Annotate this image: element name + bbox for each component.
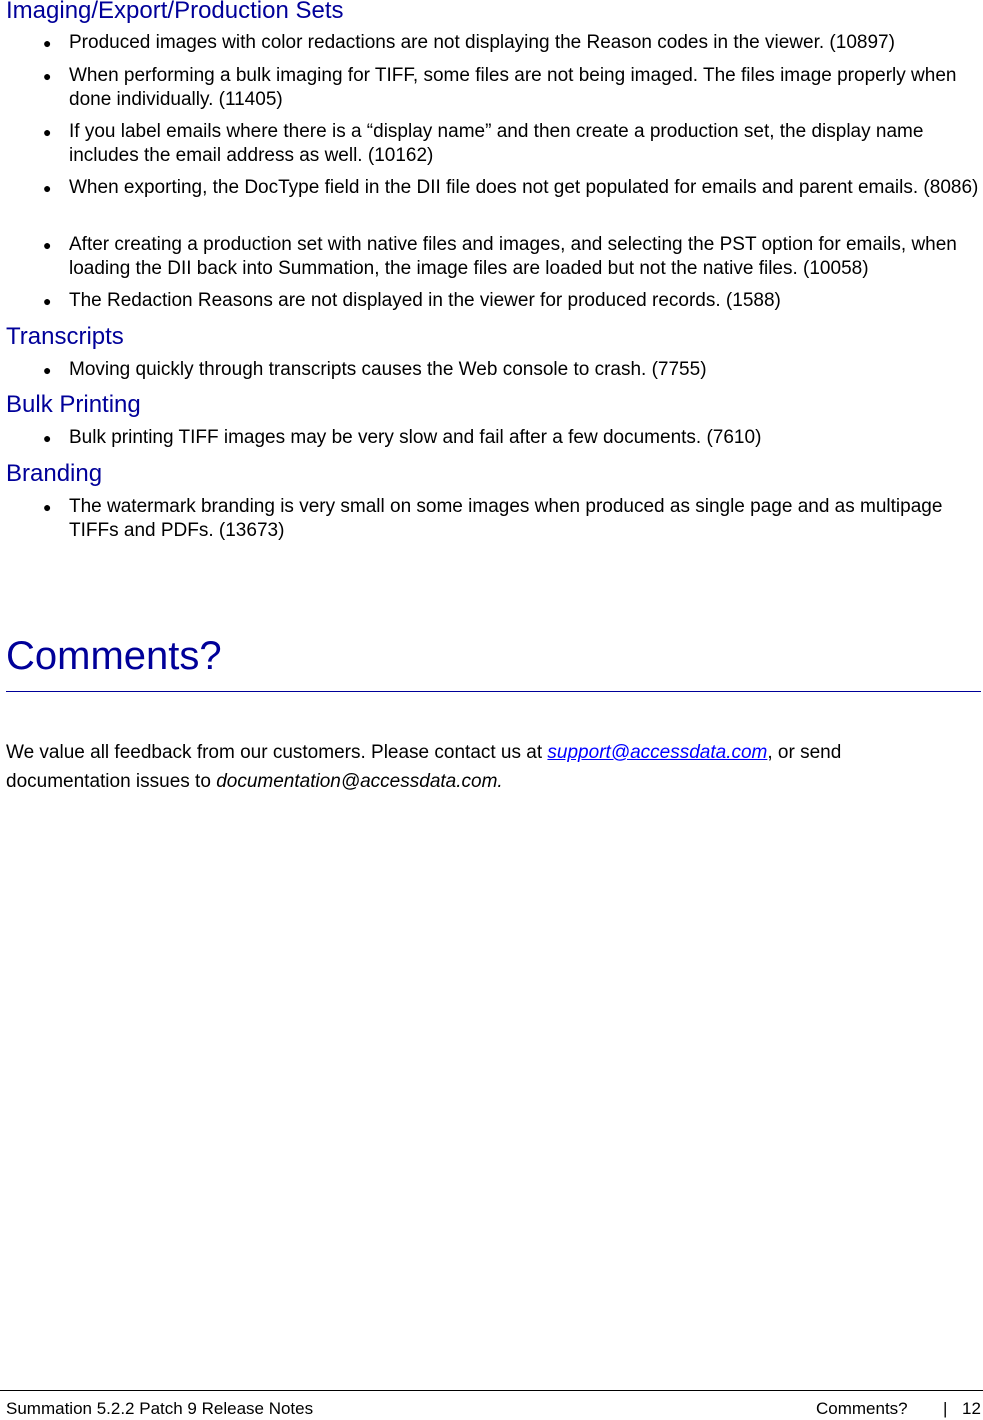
comments-heading: Comments?	[6, 634, 222, 678]
item-text: Moving quickly through transcripts causes the Web console to crash. (7755)	[69, 359, 707, 380]
footer-section: Comments?	[816, 1399, 908, 1418]
bullet-icon: ●	[43, 293, 52, 309]
documentation-email: documentation@accessdata.com.	[216, 771, 503, 792]
bullet-icon: ●	[43, 499, 52, 515]
bullet-icon: ●	[43, 180, 52, 196]
section-heading-bulk-printing: Bulk Printing	[6, 391, 141, 418]
bullet-icon: ●	[43, 35, 52, 51]
bullet-icon: ●	[43, 68, 52, 84]
heading-rule	[6, 691, 981, 692]
page-number: 12	[962, 1399, 981, 1418]
list-item	[43, 358, 979, 382]
item-text: Bulk printing TIFF images may be very slow and fail after a few documents. (7610)	[69, 427, 762, 448]
bullet-icon: ●	[43, 430, 52, 446]
comments-paragraph	[6, 738, 966, 796]
list-item	[43, 426, 979, 450]
text: , or send documentation issues to	[6, 742, 842, 792]
section-heading-imaging: Imaging/Export/Production Sets	[6, 0, 344, 24]
item-text: When performing a bulk imaging for TIFF, some files are not being imaged. The files image properly when done individually. (11405)	[69, 65, 957, 110]
list-item	[43, 495, 979, 543]
item-text: Produced images with color redactions are not displaying the Reason codes in the viewer. (10897)	[69, 32, 895, 53]
text: We value all feedback from our customers. Please contact us at	[6, 742, 548, 763]
section-heading-branding: Branding	[6, 460, 103, 487]
item-text: When exporting, the DocType field in the DII file does not get populated for emails and parent emails. (8086)	[69, 177, 979, 198]
list-item	[43, 176, 979, 200]
list-item	[43, 233, 979, 281]
list-item	[43, 289, 979, 313]
footer-rule	[0, 1390, 983, 1391]
item-text: After creating a production set with native files and images, and selecting the PST option for emails, when loading the DII back into Summation, the image files are loaded but not the native files. (10058)	[69, 234, 957, 279]
bullet-icon: ●	[43, 237, 52, 253]
list-item	[43, 64, 979, 112]
footer-separator: |	[943, 1399, 948, 1418]
item-text: If you label emails where there is a “display name” and then create a production set, the display name includes the email address as well. (10162)	[69, 121, 924, 166]
bullet-icon: ●	[43, 124, 52, 140]
section-heading-transcripts: Transcripts	[6, 323, 124, 350]
bullet-icon: ●	[43, 362, 52, 378]
list-item	[43, 31, 979, 55]
item-text: The watermark branding is very small on some images when produced as single page and as multipage TIFFs and PDFs. (13673)	[69, 496, 943, 541]
footer-doc-title: Summation 5.2.2 Patch 9 Release Notes	[6, 1399, 314, 1418]
item-text: The Redaction Reasons are not displayed in the viewer for produced records. (1588)	[69, 290, 781, 311]
list-item	[43, 120, 979, 168]
support-email-link[interactable]: support@accessdata.com	[547, 742, 768, 763]
